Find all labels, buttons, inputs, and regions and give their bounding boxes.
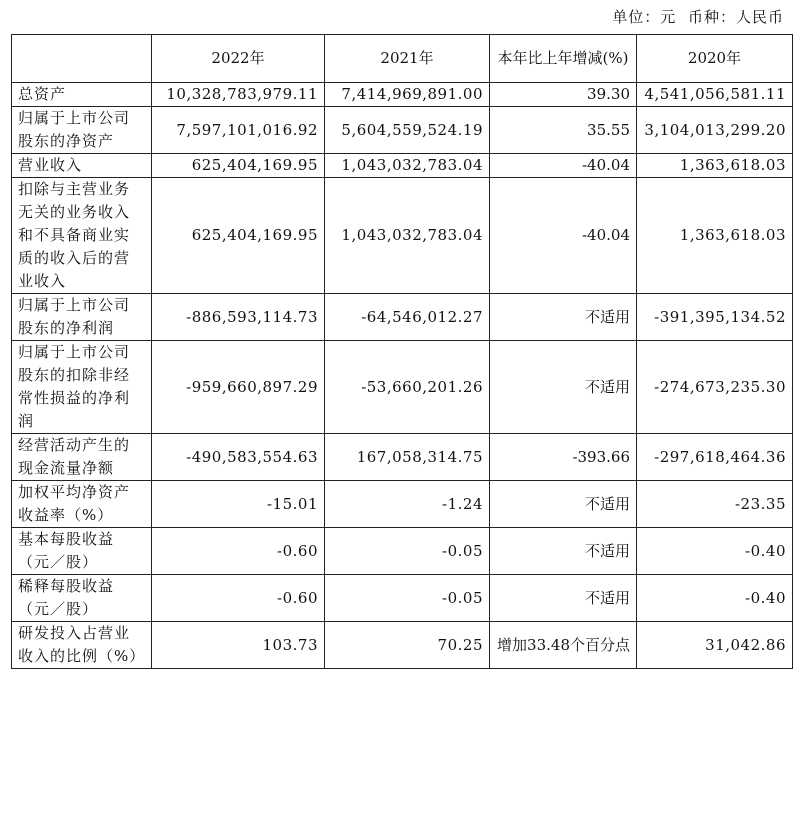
value-2022: -959,660,897.29 xyxy=(152,341,325,434)
change-text: 不适用 xyxy=(584,541,630,560)
value-2020: -391,395,134.52 xyxy=(637,294,793,341)
value-change xyxy=(490,154,637,178)
value-2021: 1,043,032,783.04 xyxy=(325,178,490,294)
row-label: 研发投入占营业收入的比例（%） xyxy=(12,622,152,669)
value-change xyxy=(490,622,637,669)
row-label: 基本每股收益（元／股） xyxy=(12,528,152,575)
change-text: 35.55 xyxy=(587,120,630,139)
value-2022: 10,328,783,979.11 xyxy=(152,83,325,107)
value-change xyxy=(490,481,637,528)
table-row xyxy=(12,178,793,294)
value-change xyxy=(490,575,637,622)
value-change xyxy=(490,294,637,341)
table-row xyxy=(12,83,793,107)
value-2022: -886,593,114.73 xyxy=(152,294,325,341)
value-2022: 7,597,101,016.92 xyxy=(152,107,325,154)
value-2020: 1,363,618.03 xyxy=(637,154,793,178)
value-2021: -1.24 xyxy=(325,481,490,528)
change-text: 不适用 xyxy=(584,588,630,607)
value-2021: -64,546,012.27 xyxy=(325,294,490,341)
header-2020: 2020年 xyxy=(637,35,793,83)
value-2022: -490,583,554.63 xyxy=(152,434,325,481)
header-2021: 2021年 xyxy=(325,35,490,83)
unit-line xyxy=(606,6,784,27)
row-label: 扣除与主营业务无关的业务收入和不具备商业实质的收入后的营业收入 xyxy=(12,178,152,294)
unit-label: 单位：元 xyxy=(612,8,677,26)
value-2020: 31,042.86 xyxy=(637,622,793,669)
header-2022: 2022年 xyxy=(152,35,325,83)
table-row xyxy=(12,575,793,622)
change-text: -393.66 xyxy=(572,447,630,466)
change-text: 增加33.48个百分点 xyxy=(497,635,630,654)
value-2021: -0.05 xyxy=(325,575,490,622)
value-change xyxy=(490,178,637,294)
change-text: 不适用 xyxy=(584,377,630,396)
change-text: 不适用 xyxy=(584,307,630,326)
financial-table xyxy=(11,34,793,669)
table-row xyxy=(12,107,793,154)
value-2022: 625,404,169.95 xyxy=(152,178,325,294)
header-blank xyxy=(12,35,152,83)
value-change xyxy=(490,528,637,575)
change-text: 39.30 xyxy=(587,85,630,103)
change-text: 不适用 xyxy=(584,494,630,513)
value-2021: -0.05 xyxy=(325,528,490,575)
value-2021: 7,414,969,891.00 xyxy=(325,83,490,107)
value-2022: -15.01 xyxy=(152,481,325,528)
value-2021: 1,043,032,783.04 xyxy=(325,154,490,178)
value-2020: 1,363,618.03 xyxy=(637,178,793,294)
table-row xyxy=(12,481,793,528)
table-row xyxy=(12,154,793,178)
row-label: 总资产 xyxy=(12,83,152,107)
value-2021: -53,660,201.26 xyxy=(325,341,490,434)
value-2022: -0.60 xyxy=(152,575,325,622)
row-label: 营业收入 xyxy=(12,154,152,178)
table-row xyxy=(12,622,793,669)
table-row xyxy=(12,294,793,341)
row-label: 归属于上市公司股东的扣除非经常性损益的净利润 xyxy=(12,341,152,434)
value-2020: -274,673,235.30 xyxy=(637,341,793,434)
row-label: 归属于上市公司股东的净利润 xyxy=(12,294,152,341)
value-change xyxy=(490,107,637,154)
change-text: -40.04 xyxy=(581,156,630,174)
row-label: 经营活动产生的现金流量净额 xyxy=(12,434,152,481)
value-2020: 4,541,056,581.11 xyxy=(637,83,793,107)
value-2020: -0.40 xyxy=(637,528,793,575)
currency-label: 币种：人民币 xyxy=(687,8,784,26)
value-change xyxy=(490,434,637,481)
value-2022: -0.60 xyxy=(152,528,325,575)
value-2021: 167,058,314.75 xyxy=(325,434,490,481)
value-2020: 3,104,013,299.20 xyxy=(637,107,793,154)
table-header-row xyxy=(12,35,793,83)
row-label: 归属于上市公司股东的净资产 xyxy=(12,107,152,154)
value-2021: 5,604,559,524.19 xyxy=(325,107,490,154)
header-change: 本年比上年增减(%) xyxy=(490,35,637,83)
value-change xyxy=(490,341,637,434)
table-row xyxy=(12,341,793,434)
value-2020: -297,618,464.36 xyxy=(637,434,793,481)
value-2020: -0.40 xyxy=(637,575,793,622)
table-row xyxy=(12,528,793,575)
table-row xyxy=(12,434,793,481)
value-2022: 625,404,169.95 xyxy=(152,154,325,178)
change-text: -40.04 xyxy=(581,226,630,244)
value-2020: -23.35 xyxy=(637,481,793,528)
row-label: 稀释每股收益（元／股） xyxy=(12,575,152,622)
value-change xyxy=(490,83,637,107)
value-2022: 103.73 xyxy=(152,622,325,669)
value-2021: 70.25 xyxy=(325,622,490,669)
row-label: 加权平均净资产收益率（%） xyxy=(12,481,152,528)
